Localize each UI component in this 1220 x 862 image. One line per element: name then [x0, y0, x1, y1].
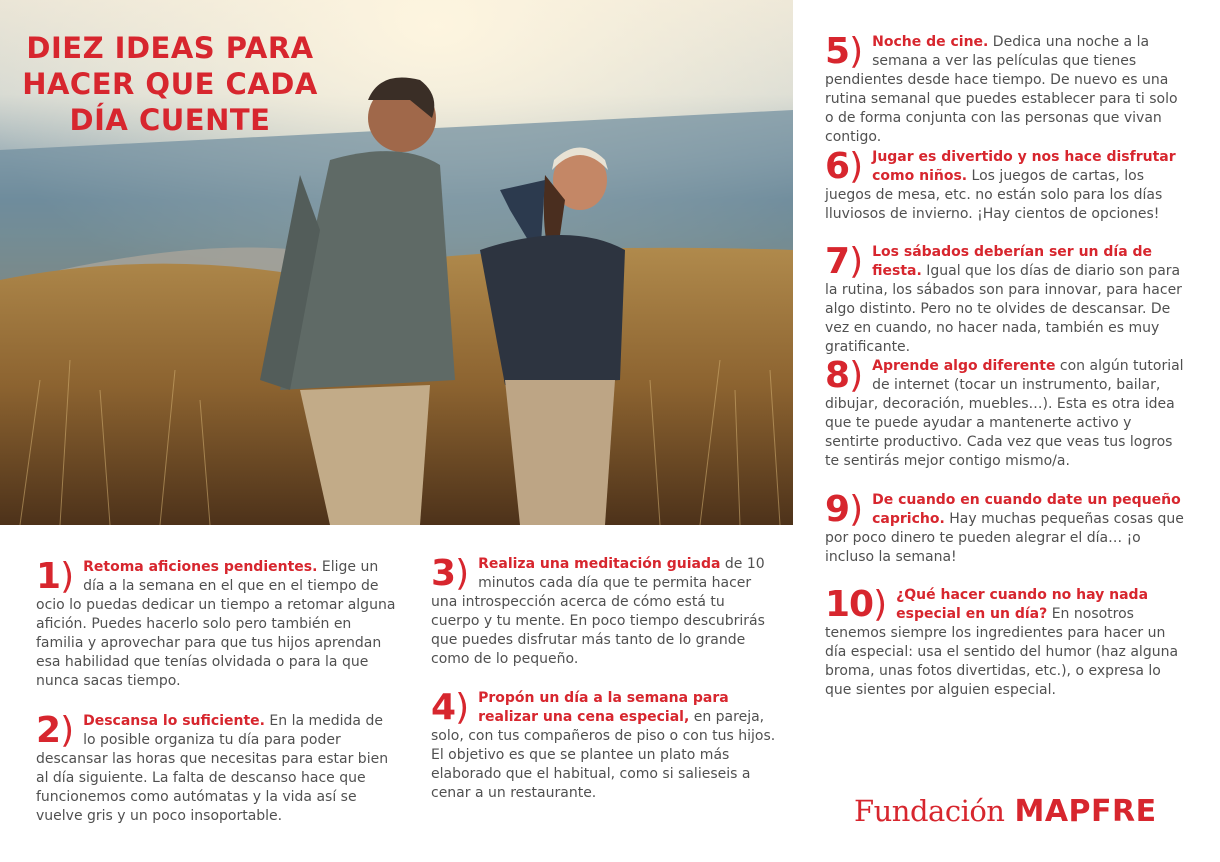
tip-2 — [36, 712, 396, 826]
tip-9 — [825, 491, 1185, 567]
tip-heading: Retoma aficiones pendientes. — [83, 559, 318, 575]
tip-body: Elige un día a la semana en el que en el tiempo de ocio lo puedas dedicar un tiempo a retomar alguna afición. Puedes hacerlo solo pero también en familia y aprovechar para que tus hijos aprendan esa habilidad que tenías olvidada o para la que nunca sacas tiempo. — [36, 559, 396, 689]
tip-body: Hay muchas pequeñas cosas que por poco dinero te pueden alegrar el día… ¡o incluso la semana! — [825, 511, 1184, 565]
tip-8 — [825, 357, 1185, 471]
tip-number: 7) — [825, 241, 863, 282]
hero-photo — [0, 0, 793, 525]
tip-number: 1) — [36, 556, 74, 597]
tip-number: 8) — [825, 355, 863, 396]
tip-body: En la medida de lo posible organiza tu día para poder descansar las horas que necesitas para estar bien al día siguiente. La falta de descanso hace que funcionemos como autómatas y la vida así se vuelve gris y un poco insoportable. — [36, 713, 389, 824]
page-title: DIEZ IDEAS PARA HACER QUE CADA DÍA CUENTE — [22, 31, 318, 137]
tip-number: 10) — [825, 584, 887, 625]
tip-body: de 10 minutos cada día que te permita hacer una introspección acerca de cómo está tu cuerpo y tu mente. En poco tiempo descubrirás que puedes disfrutar más tanto de lo grande como de lo pequeño. — [431, 556, 765, 667]
tip-body: En nosotros tenemos siempre los ingredientes para hacer un día especial: usa el sentido del humor (haz alguna broma, unas fotos divertidas, etc.), o expresa lo que sientes por alguien especial. — [825, 606, 1179, 698]
tip-heading: Descansa lo suficiente. — [83, 713, 265, 729]
tip-number: 2) — [36, 710, 74, 751]
brand-name: MAPFRE — [1014, 794, 1157, 829]
tip-number: 9) — [825, 489, 863, 530]
tip-6 — [825, 148, 1185, 224]
brand-foundation: Fundación — [854, 794, 1005, 828]
tip-body: con algún tutorial de internet (tocar un instrumento, bailar, dibujar, decoración, muebles…). Esta es otra idea que te puede ayudar a mantenerte activo y sentirte productivo. Cada vez que veas tus logros te sentirás mejor contigo mismo/a. — [825, 358, 1184, 469]
tip-body: Los juegos de cartas, los juegos de mesa, etc. no están solo para los días lluviosos de invierno. ¡Hay cientos de opciones! — [825, 168, 1163, 222]
tip-body: Igual que los días de diario son para la rutina, los sábados son para innovar, para hacer algo distinto. Pero no te olvides de descansar. De vez en cuando, no hacer nada, también es muy gratificante. — [825, 263, 1182, 355]
tip-number: 5) — [825, 31, 863, 72]
tip-heading: Aprende algo diferente — [872, 358, 1056, 374]
tip-heading: De cuando en cuando date un pequeño capricho. — [872, 492, 1181, 527]
tip-heading: Los sábados deberían ser un día de fiesta. — [872, 244, 1153, 279]
tip-body: Dedica una noche a la semana a ver las películas que tienes pendientes desde hace tiempo. De nuevo es una rutina semanal que puedes establecer para ti solo o de forma conjunta con las personas que vivan contigo. — [825, 34, 1178, 145]
tip-number: 3) — [431, 553, 469, 594]
tip-heading: ¿Qué hacer cuando no hay nada especial en un día? — [896, 587, 1149, 622]
tip-number: 6) — [825, 146, 863, 187]
tip-1 — [36, 558, 396, 691]
tip-5 — [825, 33, 1185, 147]
tip-number: 4) — [431, 687, 469, 728]
tip-heading: Realiza una meditación guiada — [478, 556, 721, 572]
tip-3 — [431, 555, 771, 669]
tip-10 — [825, 586, 1185, 700]
brand-logo — [854, 794, 1157, 834]
tip-body: en pareja, solo, con tus compañeros de piso o con tus hijos. El objetivo es que se plantee un plato más elaborado que el habitual, como si salieseis a cenar a un restaurante. — [431, 709, 776, 801]
tip-7 — [825, 243, 1185, 357]
tip-heading: Jugar es divertido y nos hace disfrutar como niños. — [872, 149, 1176, 184]
tip-heading: Noche de cine. — [872, 34, 989, 50]
tip-4 — [431, 689, 791, 803]
tip-heading: Propón un día a la semana para realizar una cena especial, — [478, 690, 729, 725]
